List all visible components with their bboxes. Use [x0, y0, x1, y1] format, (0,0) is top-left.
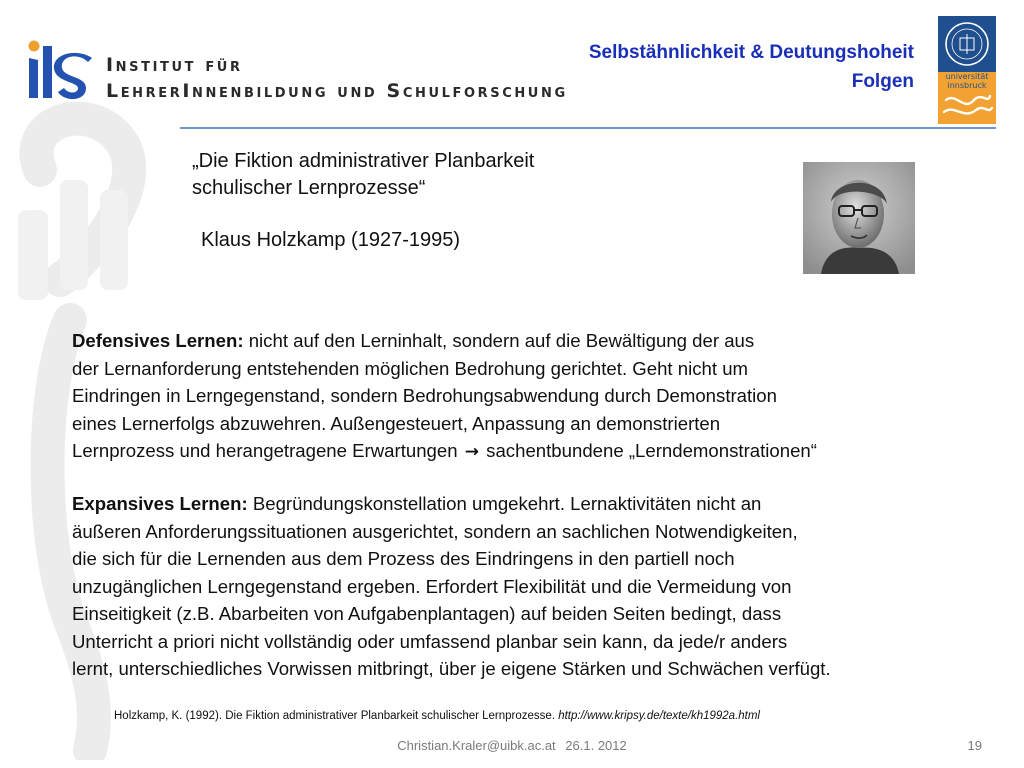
defensive-line5b: sachentbundene „Lerndemonstrationen“ [486, 440, 817, 461]
defensive-line3: Eindringen in Lerngegenstand, sondern Bedrohungsabwendung durch Demonstration [72, 385, 777, 406]
header-divider [180, 127, 996, 129]
holzkamp-quote [192, 148, 534, 202]
expansive-line6: Unterricht a priori nicht vollständig oder umfassend planbar sein kann, da jede/r anders [72, 630, 788, 652]
expansive-line5: Einseitigkeit (z.B. Abarbeiten von Aufgabenplantagen) auf beiden Seiten bedingt, dass [72, 603, 782, 624]
footer-date: 26.1. 2012 [565, 738, 627, 753]
defensive-line1: nicht auf den Lerninhalt, sondern auf die Bewältigung der aus [243, 330, 755, 351]
reference-citation [114, 710, 760, 722]
quote-line2: schulischer Lernprozesse“ [192, 177, 426, 199]
footer-email: Christian.Kraler@uibk.ac.at [397, 738, 556, 753]
quote-author: Klaus Holzkamp (1927-1995) [201, 229, 461, 251]
institute-name-line1: Institut für [106, 54, 243, 76]
slide-title-line1: Selbstähnlichkeit & Deutungshoheit [588, 42, 914, 63]
ils-logo [26, 38, 94, 104]
expansive-line1: Begründungskonstellation umgekehrt. Lernaktivitäten nicht an [247, 493, 762, 514]
expansive-line7: lernt, unterschiedliches Vorwissen mitbringt, über je eigene Stärken und Schwächen verfügt. [72, 658, 831, 679]
defensive-learning-heading: Defensives Lernen: [72, 330, 244, 351]
reference-text: Holzkamp, K. (1992). Die Fiktion administrativer Planbarkeit schulischer Lernprozesse. [114, 710, 556, 722]
institute-name-line2: LehrerInnenbildung und Schulforschung [106, 80, 568, 102]
quote-line1: „Die Fiktion administrativer Planbarkeit [192, 150, 535, 172]
slide-footer [0, 738, 1024, 753]
defensive-line2: der Lernanforderung entstehenden möglichen Bedrohung gerichtet. Geht nicht um [72, 357, 749, 379]
holzkamp-portrait-photo [803, 162, 915, 274]
defensive-line4: eines Lernerfolgs abzuwehren. Außengesteuert, Anpassung an demonstrierten [72, 412, 721, 434]
uni-logo-text-1: universität [945, 72, 989, 81]
expansive-learning-paragraph [72, 490, 952, 683]
expansive-line4: unzugänglichen Lerngegenstand ergeben. Erfordert Flexibilität und die Vermeidung von [72, 575, 792, 597]
reference-url-link[interactable]: http://www.kripsy.de/texte/kh1992a.html [558, 710, 760, 722]
uni-logo-text-2: innsbruck [947, 81, 987, 90]
slide-page-number: 19 [967, 738, 982, 753]
expansive-learning-heading: Expansives Lernen: [72, 493, 248, 514]
slide-title-line2: Folgen [851, 71, 914, 92]
expansive-line2: äußeren Anforderungssituationen ausgerichtet, sondern an sachlichen Notwendigkeiten, [72, 520, 798, 542]
university-innsbruck-logo [938, 16, 996, 124]
defensive-line5a: Lernprozess und herangetragene Erwartungen [72, 440, 458, 461]
slide-title [589, 38, 914, 96]
expansive-line3: die sich für die Lernenden aus dem Prozess des Eindringens in den partiell noch [72, 548, 735, 569]
defensive-learning-paragraph [72, 327, 952, 467]
right-arrow-icon: → [464, 442, 479, 462]
